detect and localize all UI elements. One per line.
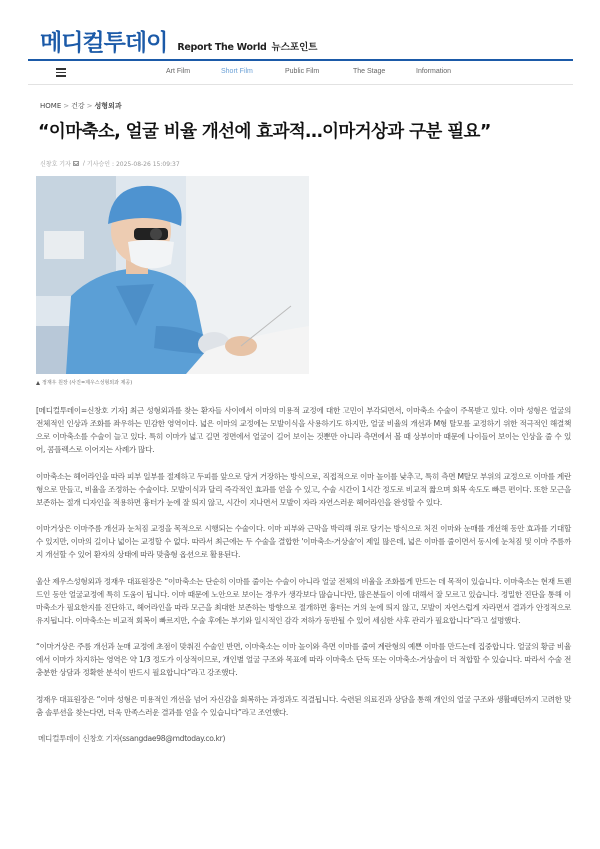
mail-icon[interactable]	[73, 161, 79, 166]
masthead	[40, 24, 317, 56]
surgeon-photo-illustration	[36, 176, 309, 374]
breadcrumb-separator: >	[63, 102, 70, 110]
meta-separator: /	[82, 160, 85, 167]
breadcrumb-section[interactable]: 성형외과	[94, 102, 122, 110]
breadcrumb-category[interactable]: 건강	[71, 102, 85, 110]
caption-triangle-icon	[36, 381, 40, 385]
nav-item-the-stage[interactable]: The Stage	[353, 68, 386, 75]
article-body	[36, 404, 571, 759]
menu-icon[interactable]	[56, 68, 66, 76]
reporter-signature: 메디컬투데이 신창호 기자(ssangdae98@mdtoday.co.kr)	[38, 734, 226, 743]
nav-item-art-film[interactable]: Art Film	[166, 68, 191, 75]
article-paragraph: “이마거상은 주름 개선과 눈매 교정에 초점이 맞춰진 수술인 반면, 이마축소는 이마 높이와 측면 이마를 줄여 계란형의 예쁜 이마를 만드는데 집중합니다. 얼굴의 황금 비율에서 이마가 차지하는 영역은 약 1/3 정도가 이상적이므로, 개인별 얼굴 구조와 목표에 따라 이마축소 단독 또는 이마축소-거상술이 더 적합할 수 있습니다. 따라서 수술 전 충분한 상담과 정확한 분석이 반드시 필요합니다”라고 강조했다.	[36, 642, 571, 677]
breadcrumb-home[interactable]: HOME	[40, 102, 62, 110]
main-nav	[28, 61, 573, 85]
site-logo[interactable]: 메디컬투데이	[40, 30, 168, 56]
breadcrumb	[40, 101, 122, 111]
breadcrumb-separator: >	[86, 102, 93, 110]
article-paragraph: 울산 제우스성형외과 정재우 대표원장은 “이마축소는 단순히 이마를 줄이는 수술이 아니라 얼굴 전체의 비율을 조화롭게 만드는 데 목적이 있습니다. 이마축소는 현재 트렌드인 동안 얼굴교정에 특히 도움이 됩니다. 이마 때문에 노안으로 보이는 경우가 생각보다 많습니다만, 많은분들이 이에 대해서 잘 모르고 있습니다. 정밀한 진단을 통해 이마축소가 필요한지를 진단하고, 헤어라인을 따라 모근을 최대한 보존하는 방향으로 절개하면 흉터는 거의 눈에 띄지 않고, 모발이 자연스럽게 자라면서 결과가 안정적으로 유지됩니다. 이마축소는 비교적 회복이 빠르지만, 수술 후에는 부기와 일시적인 감각 저하가 동반될 수 있어 세심한 사후 관리가 필요합니다”라고 설명했다.	[36, 576, 571, 625]
article-paragraph: [메디컬투데이=신창호 기자] 최근 성형외과를 찾는 환자들 사이에서 이마의 미용적 교정에 대한 고민이 부각되면서, 이마축소 수술이 주목받고 있다. 이마 성형은 얼굴의 전체적인 인상과 조화를 좌우하는 민감한 영역이다. 넓은 이마의 교정에는 모발이식을 사용하기도 하지만, 얼굴 비율의 개선과 M형 탈모를 교정하기 위한 적극적인 해결책으로 이마축소를 수술이 늘고 있다. 특히 이마가 넓고 길면 정면에서 얼굴이 길어 보이는 것뿐만 아니라 측면에서 볼 때 상부이마 때문에 나이들어 보이는 인상을 줄 수 있어, 콤플렉스로 이어지는 사례가 많다.	[36, 406, 571, 454]
article-paragraph: 이마축소는 헤어라인을 따라 피부 일부를 절제하고 두피를 앞으로 당겨 거장하는 방식으로, 직접적으로 이마 높이를 낮추고, 특히 측면 M탈모 부위의 교정으로 이마를 계란형으로 만들고, 비율을 조정하는 수술이다. 모발이식과 달리 즉각적인 효과를 얻을 수 있고, 수술 시간이 1시간 정도로 비교적 짧으며 회복 속도도 빠른 편이다. 또한 모근을 보존하는 절개 디자인을 적용하면 흉터가 눈에 잘 띄지 않고, 시간이 지나면서 모발이 자라 자연스러운 헤어라인을 완성할 수 있다.	[36, 471, 571, 507]
article-paragraph: 이마거상은 이마주름 개선과 눈처짐 교정을 목적으로 시행되는 수술이다. 이마 피부와 근막을 박리해 위로 당기는 방식으로 처진 이마와 눈매를 개선해 동안 효과를 기대할 수 있지만, 이마의 길이나 넓이는 교정할 수 없다. 따라서 최근에는 두 수술을 결합한 '이마축소-거상술'이 제일 많은데, 넓은 이마를 줄이면서 동시에 눈처짐 및 이마 주름까지 개선할 수 있어 환자의 상태에 따라 맞춤형 옵션으로 활용된다.	[36, 524, 571, 559]
reporter-name[interactable]: 신창호 기자	[40, 161, 71, 168]
article-headline: “이마축소, 얼굴 비율 개선에 효과적…이마거상과 구분 필요”	[38, 122, 491, 142]
article-photo	[36, 176, 309, 374]
nav-item-short-film[interactable]: Short Film	[221, 68, 253, 75]
article-meta	[40, 159, 180, 168]
nav-item-information[interactable]: Information	[416, 68, 452, 75]
site-slogan-kr: 뉴스포인트	[271, 42, 318, 53]
article-paragraph: 정재우 대표원장은 “이마 성형은 미용적인 개선을 넘어 자신감을 회복하는 과정과도 직결됩니다. 숙련된 의료진과 상담을 통해 개인의 얼굴 구조와 생활패턴까지 고려한 맞춤 솔루션을 찾는다면, 더욱 만족스러운 결과를 얻을 수 있습니다”라고 조언했다.	[36, 694, 571, 717]
nav-item-public-film[interactable]: Public Film	[285, 68, 320, 75]
caption-text: 정재우 원장 (사진=제우스성형외과 제공)	[42, 380, 133, 386]
article-date: 기사승인 : 2025-08-26 15:09:37	[86, 161, 180, 168]
site-slogan: Report The World	[177, 42, 267, 53]
photo-caption	[36, 379, 132, 386]
